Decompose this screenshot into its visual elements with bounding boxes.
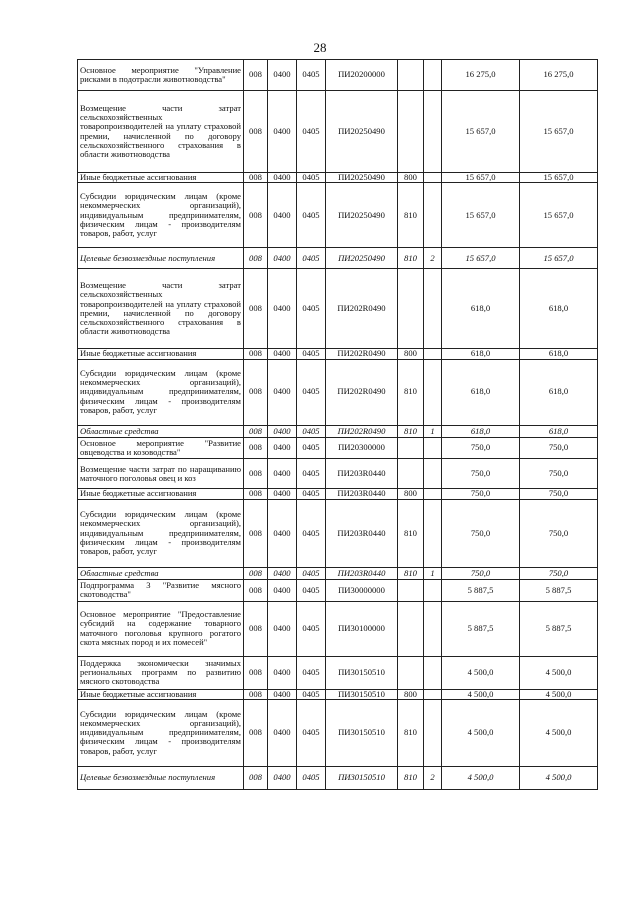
table-row — [78, 349, 598, 359]
amount-year-2: 618,0 — [520, 269, 598, 349]
row-name: Целевые безвозмездные поступления — [78, 248, 244, 269]
expense-type-code: 810 — [398, 699, 424, 766]
section-code: 0400 — [268, 173, 297, 183]
amount-year-2: 618,0 — [520, 359, 598, 425]
amount-year-1: 750,0 — [442, 459, 520, 489]
table-row — [78, 183, 598, 248]
expense-type-code: 800 — [398, 173, 424, 183]
target-article-code: ПИ203R0440 — [326, 459, 398, 489]
table-row — [78, 173, 598, 183]
target-article-code: ПИ203R0440 — [326, 489, 398, 499]
grbs-code: 008 — [244, 601, 268, 656]
amount-year-2: 15 657,0 — [520, 248, 598, 269]
row-name: Субсидии юридическим лицам (кроме некоммерческих организаций), индивидуальным предпринимателям, физическим лицам - производителям товаров, работ, услуг — [78, 699, 244, 766]
grbs-code: 008 — [244, 437, 268, 459]
expense-type-code: 800 — [398, 349, 424, 359]
amount-year-1: 618,0 — [442, 349, 520, 359]
row-name: Поддержка экономически значимых региональных программ по развитию мясного скотоводства — [78, 656, 244, 689]
subsection-code: 0405 — [297, 601, 326, 656]
target-article-code: ПИ30150510 — [326, 656, 398, 689]
expense-type-code: 810 — [398, 425, 424, 437]
subsection-code: 0405 — [297, 437, 326, 459]
subsection-code: 0405 — [297, 349, 326, 359]
target-article-code: ПИ20250490 — [326, 248, 398, 269]
amount-year-1: 4 500,0 — [442, 656, 520, 689]
table-row — [78, 425, 598, 437]
table-row — [78, 269, 598, 349]
section-code: 0400 — [268, 656, 297, 689]
subsection-code: 0405 — [297, 183, 326, 248]
expense-type-code — [398, 60, 424, 91]
table-row — [78, 579, 598, 601]
funding-source-code — [424, 601, 442, 656]
funding-source-code — [424, 459, 442, 489]
row-name: Областные средства — [78, 567, 244, 579]
funding-source-code — [424, 60, 442, 91]
section-code: 0400 — [268, 689, 297, 699]
funding-source-code: 2 — [424, 766, 442, 789]
target-article-code: ПИ30100000 — [326, 601, 398, 656]
target-article-code: ПИ202R0490 — [326, 349, 398, 359]
row-name: Иные бюджетные ассигнования — [78, 349, 244, 359]
amount-year-1: 750,0 — [442, 499, 520, 567]
grbs-code: 008 — [244, 689, 268, 699]
funding-source-code — [424, 437, 442, 459]
row-name: Целевые безвозмездные поступления — [78, 766, 244, 789]
grbs-code: 008 — [244, 567, 268, 579]
grbs-code: 008 — [244, 173, 268, 183]
amount-year-2: 750,0 — [520, 489, 598, 499]
funding-source-code: 1 — [424, 567, 442, 579]
amount-year-1: 4 500,0 — [442, 689, 520, 699]
section-code: 0400 — [268, 359, 297, 425]
section-code: 0400 — [268, 60, 297, 91]
subsection-code: 0405 — [297, 766, 326, 789]
grbs-code: 008 — [244, 269, 268, 349]
amount-year-1: 750,0 — [442, 567, 520, 579]
amount-year-1: 618,0 — [442, 359, 520, 425]
amount-year-2: 4 500,0 — [520, 689, 598, 699]
amount-year-1: 618,0 — [442, 269, 520, 349]
expense-type-code — [398, 601, 424, 656]
expense-type-code: 810 — [398, 248, 424, 269]
section-code: 0400 — [268, 425, 297, 437]
grbs-code: 008 — [244, 91, 268, 173]
subsection-code: 0405 — [297, 499, 326, 567]
section-code: 0400 — [268, 91, 297, 173]
page-number: 28 — [313, 40, 327, 55]
subsection-code: 0405 — [297, 91, 326, 173]
table-row — [78, 359, 598, 425]
section-code: 0400 — [268, 499, 297, 567]
section-code: 0400 — [268, 183, 297, 248]
funding-source-code — [424, 359, 442, 425]
funding-source-code — [424, 91, 442, 173]
table-row — [78, 766, 598, 789]
table-row — [78, 499, 598, 567]
row-name: Областные средства — [78, 425, 244, 437]
funding-source-code — [424, 269, 442, 349]
section-code: 0400 — [268, 601, 297, 656]
amount-year-2: 15 657,0 — [520, 91, 598, 173]
table-row — [78, 489, 598, 499]
amount-year-2: 4 500,0 — [520, 766, 598, 789]
section-code: 0400 — [268, 489, 297, 499]
amount-year-1: 15 657,0 — [442, 183, 520, 248]
section-code: 0400 — [268, 269, 297, 349]
grbs-code: 008 — [244, 699, 268, 766]
section-code: 0400 — [268, 699, 297, 766]
table-row — [78, 437, 598, 459]
row-name: Основное мероприятие "Управление рисками в подотрасли животноводства" — [78, 60, 244, 91]
grbs-code: 008 — [244, 425, 268, 437]
grbs-code: 008 — [244, 579, 268, 601]
section-code: 0400 — [268, 349, 297, 359]
budget-table — [77, 59, 598, 790]
amount-year-2: 618,0 — [520, 425, 598, 437]
row-name: Подпрограмма 3 "Развитие мясного скотоводства" — [78, 579, 244, 601]
target-article-code: ПИ20300000 — [326, 437, 398, 459]
table-row — [78, 567, 598, 579]
expense-type-code — [398, 656, 424, 689]
subsection-code: 0405 — [297, 699, 326, 766]
expense-type-code: 800 — [398, 489, 424, 499]
amount-year-2: 15 657,0 — [520, 173, 598, 183]
subsection-code: 0405 — [297, 60, 326, 91]
amount-year-1: 4 500,0 — [442, 766, 520, 789]
subsection-code: 0405 — [297, 567, 326, 579]
table-row — [78, 248, 598, 269]
grbs-code: 008 — [244, 349, 268, 359]
section-code: 0400 — [268, 579, 297, 601]
row-name: Субсидии юридическим лицам (кроме некоммерческих организаций), индивидуальным предпринимателям, физическим лицам - производителям товаров, работ, услуг — [78, 499, 244, 567]
amount-year-1: 4 500,0 — [442, 699, 520, 766]
amount-year-1: 15 657,0 — [442, 91, 520, 173]
subsection-code: 0405 — [297, 359, 326, 425]
expense-type-code — [398, 579, 424, 601]
expense-type-code — [398, 459, 424, 489]
funding-source-code — [424, 689, 442, 699]
amount-year-1: 5 887,5 — [442, 579, 520, 601]
target-article-code: ПИ203R0440 — [326, 499, 398, 567]
table-row — [78, 689, 598, 699]
section-code: 0400 — [268, 248, 297, 269]
grbs-code: 008 — [244, 60, 268, 91]
target-article-code: ПИ20200000 — [326, 60, 398, 91]
grbs-code: 008 — [244, 359, 268, 425]
amount-year-2: 4 500,0 — [520, 656, 598, 689]
section-code: 0400 — [268, 567, 297, 579]
target-article-code: ПИ30000000 — [326, 579, 398, 601]
amount-year-2: 5 887,5 — [520, 579, 598, 601]
grbs-code: 008 — [244, 183, 268, 248]
section-code: 0400 — [268, 459, 297, 489]
expense-type-code: 810 — [398, 359, 424, 425]
section-code: 0400 — [268, 437, 297, 459]
table-row — [78, 656, 598, 689]
amount-year-1: 15 657,0 — [442, 248, 520, 269]
funding-source-code: 2 — [424, 248, 442, 269]
row-name: Субсидии юридическим лицам (кроме некоммерческих организаций), индивидуальным предпринимателям, физическим лицам - производителям товаров, работ, услуг — [78, 183, 244, 248]
amount-year-2: 618,0 — [520, 349, 598, 359]
subsection-code: 0405 — [297, 656, 326, 689]
subsection-code: 0405 — [297, 689, 326, 699]
grbs-code: 008 — [244, 499, 268, 567]
amount-year-1: 5 887,5 — [442, 601, 520, 656]
target-article-code: ПИ202R0490 — [326, 269, 398, 349]
row-name: Иные бюджетные ассигнования — [78, 489, 244, 499]
amount-year-2: 4 500,0 — [520, 699, 598, 766]
subsection-code: 0405 — [297, 579, 326, 601]
section-code: 0400 — [268, 766, 297, 789]
table-row — [78, 601, 598, 656]
amount-year-1: 16 275,0 — [442, 60, 520, 91]
grbs-code: 008 — [244, 766, 268, 789]
row-name: Иные бюджетные ассигнования — [78, 173, 244, 183]
amount-year-2: 750,0 — [520, 567, 598, 579]
funding-source-code — [424, 499, 442, 567]
funding-source-code — [424, 699, 442, 766]
funding-source-code — [424, 183, 442, 248]
funding-source-code — [424, 349, 442, 359]
table-row — [78, 91, 598, 173]
grbs-code: 008 — [244, 489, 268, 499]
target-article-code: ПИ203R0440 — [326, 567, 398, 579]
table-row — [78, 459, 598, 489]
target-article-code: ПИ202R0490 — [326, 425, 398, 437]
subsection-code: 0405 — [297, 459, 326, 489]
target-article-code: ПИ30150510 — [326, 689, 398, 699]
subsection-code: 0405 — [297, 269, 326, 349]
subsection-code: 0405 — [297, 248, 326, 269]
target-article-code: ПИ20250490 — [326, 91, 398, 173]
row-name: Основное мероприятие "Предоставление субсидий на содержание товарного маточного поголовья крупного рогатого скота мясных пород и их помесей" — [78, 601, 244, 656]
grbs-code: 008 — [244, 459, 268, 489]
amount-year-1: 15 657,0 — [442, 173, 520, 183]
funding-source-code — [424, 656, 442, 689]
expense-type-code: 800 — [398, 689, 424, 699]
row-name: Иные бюджетные ассигнования — [78, 689, 244, 699]
amount-year-1: 750,0 — [442, 489, 520, 499]
target-article-code: ПИ30150510 — [326, 766, 398, 789]
funding-source-code — [424, 489, 442, 499]
expense-type-code — [398, 269, 424, 349]
amount-year-2: 750,0 — [520, 459, 598, 489]
row-name: Возмещение части затрат сельскохозяйственных товаропроизводителей на уплату страховой премии, начисленной по договору сельскохозяйственного страхования в области животноводства — [78, 91, 244, 173]
grbs-code: 008 — [244, 248, 268, 269]
subsection-code: 0405 — [297, 173, 326, 183]
expense-type-code: 810 — [398, 567, 424, 579]
funding-source-code — [424, 579, 442, 601]
target-article-code: ПИ202R0490 — [326, 359, 398, 425]
subsection-code: 0405 — [297, 425, 326, 437]
amount-year-1: 618,0 — [442, 425, 520, 437]
row-name: Основное мероприятие "Развитие овцеводства и козоводства" — [78, 437, 244, 459]
expense-type-code — [398, 437, 424, 459]
table-row — [78, 699, 598, 766]
row-name: Возмещение части затрат сельскохозяйственных товаропроизводителей на уплату страховой премии, начисленной по договору сельскохозяйственного страхования в области животноводства — [78, 269, 244, 349]
expense-type-code: 810 — [398, 183, 424, 248]
grbs-code: 008 — [244, 656, 268, 689]
amount-year-2: 750,0 — [520, 499, 598, 567]
target-article-code: ПИ30150510 — [326, 699, 398, 766]
table-row — [78, 60, 598, 91]
amount-year-2: 750,0 — [520, 437, 598, 459]
target-article-code: ПИ20250490 — [326, 173, 398, 183]
row-name: Возмещение части затрат по наращиванию маточного поголовья овец и коз — [78, 459, 244, 489]
amount-year-2: 15 657,0 — [520, 183, 598, 248]
expense-type-code — [398, 91, 424, 173]
funding-source-code: 1 — [424, 425, 442, 437]
expense-type-code: 810 — [398, 766, 424, 789]
amount-year-1: 750,0 — [442, 437, 520, 459]
target-article-code: ПИ20250490 — [326, 183, 398, 248]
funding-source-code — [424, 173, 442, 183]
subsection-code: 0405 — [297, 489, 326, 499]
row-name: Субсидии юридическим лицам (кроме некоммерческих организаций), индивидуальным предпринимателям, физическим лицам - производителям товаров, работ, услуг — [78, 359, 244, 425]
amount-year-2: 16 275,0 — [520, 60, 598, 91]
expense-type-code: 810 — [398, 499, 424, 567]
amount-year-2: 5 887,5 — [520, 601, 598, 656]
